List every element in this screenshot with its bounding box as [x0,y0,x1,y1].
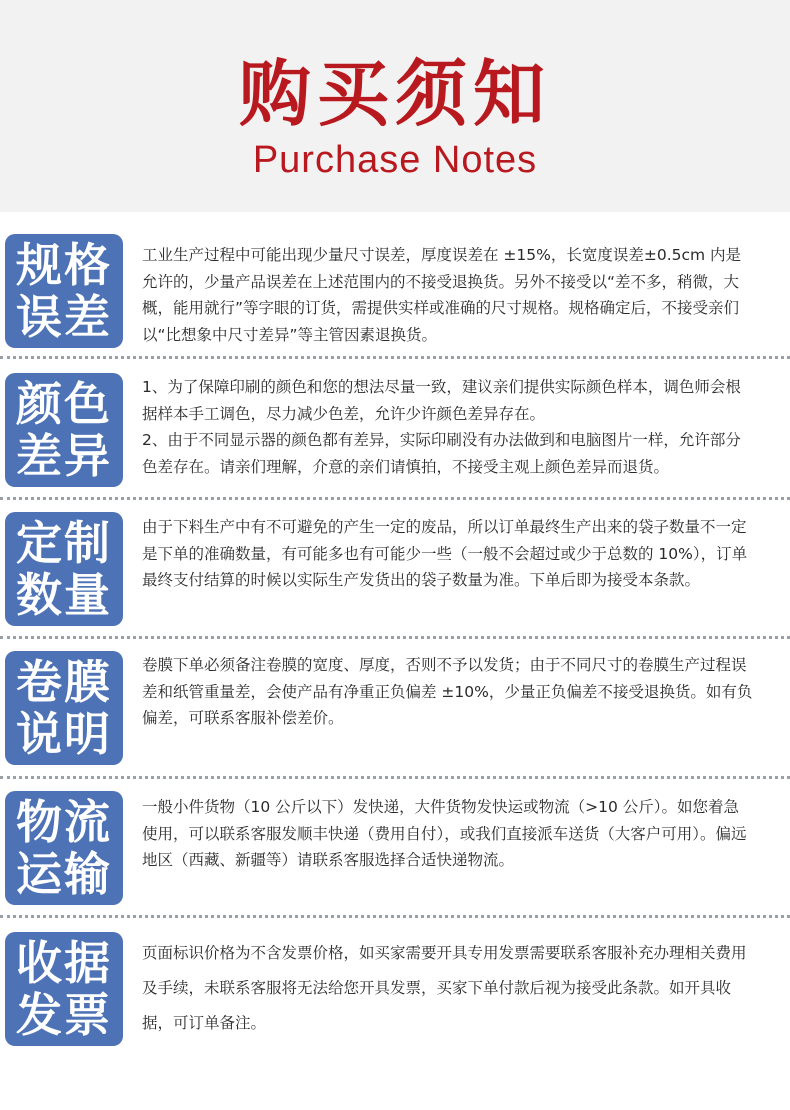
badge-line: 收据 [16,936,112,990]
paragraph: 由于下料生产中有不可避免的产生一定的废品，所以订单最终生产出来的袋子数量不一定是下单的准确数量，有可能多也有可能少一些（一般不会超过或少于总数的 10%），订单最终支付结算的时候以实际生产发货出的袋子数量为准。下单后即为接受本条款。 [142,518,748,589]
paragraph: 工业生产过程中可能出现少量尺寸误差，厚度误差在 ±15%，长宽度误差±0.5cm 内是允许的，少量产品误差在上述范围内的不接受退换货。另外不接受以“差不多，稍微，大概，能用就行”等字眼的订货，需提供实样或准确的尺寸规格。规格确定后，不接受亲们以“比想象中尺寸差异”等主管因素退换货。 [142,246,742,344]
divider [0,497,790,500]
section-badge [5,234,123,348]
section-text [142,242,754,348]
badge-line: 说明 [16,707,112,761]
section-text [142,936,754,1041]
section-badge [5,512,123,626]
badge-line: 物流 [16,795,112,849]
divider [0,636,790,639]
section-text [142,652,754,732]
badge-line: 发票 [16,988,112,1042]
paragraph: 1、为了保障印刷的颜色和您的想法尽量一致，建议亲们提供实际颜色样本，调色师会根据样本手工调色，尽力减少色差，允许少许颜色差异存在。 [142,378,741,423]
section-text [142,514,754,594]
badge-line: 误差 [16,290,112,344]
divider [0,915,790,918]
paragraph: 页面标识价格为不含发票价格，如买家需要开具专用发票需要联系客服补充办理相关费用及手续，未联系客服将无法给您开具发票，买家下单付款后视为接受此条款。如开具收据，可订单备注。 [142,944,747,1032]
header-banner [0,0,790,212]
badge-line: 差异 [16,429,112,483]
section-badge [5,373,123,487]
paragraph: 一般小件货物（10 公斤以下）发快递，大件货物发快运或物流（>10 公斤）。如您着急使用，可以联系客服发顺丰快递（费用自付），或我们直接派车送货（大客户可用）。偏远地区（西藏、新疆等）请联系客服选择合适快递物流。 [142,798,747,869]
badge-line: 定制 [16,516,112,570]
page-title: 购买须知 [238,52,551,136]
badge-line: 卷膜 [16,655,112,709]
page-subtitle: Purchase Notes [252,139,538,181]
section-badge [5,932,123,1046]
badge-line: 规格 [16,238,112,292]
divider [0,776,790,779]
section-text [142,374,754,480]
badge-line: 运输 [16,847,112,901]
paragraph: 卷膜下单必须备注卷膜的宽度、厚度，否则不予以发货；由于不同尺寸的卷膜生产过程误差和纸管重量差，会使产品有净重正负偏差 ±10%，少量正负偏差不接受退换货。如有负偏差，可联系客服补偿差价。 [142,656,753,727]
badge-line: 颜色 [16,377,112,431]
divider [0,356,790,359]
section-text [142,794,754,874]
paragraph: 2、由于不同显示器的颜色都有差异，实际印刷没有办法做到和电脑图片一样，允许部分色差存在。请亲们理解，介意的亲们请慎拍，不接受主观上颜色差异而退货。 [142,431,741,476]
section-badge [5,791,123,905]
section-badge [5,651,123,765]
badge-line: 数量 [16,568,112,622]
